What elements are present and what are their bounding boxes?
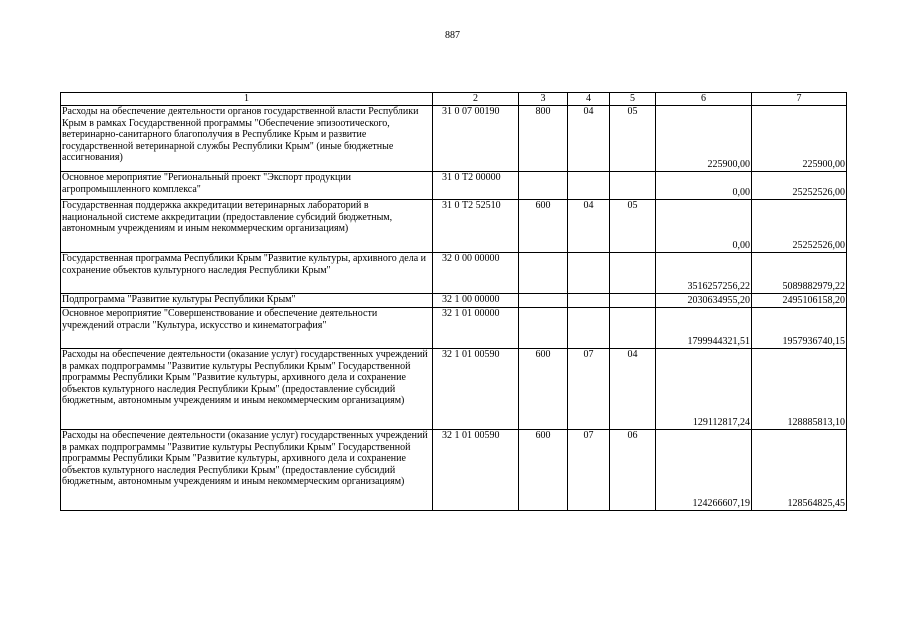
row-description: Расходы на обеспечение деятельности (оказание услуг) государственных учреждений в рамках подпрограммы "Развитие культуры Республики Крым" Государственной программы Республики Крым "Развитие культуры, архивного дела и сохранение объектов культурного наследия Республики Крым" (предоставление субсидий бюджетным, автономным учреждениям и иным некоммерческим организациям) — [61, 349, 433, 430]
row-description: Расходы на обеспечение деятельности (оказание услуг) государственных учреждений в рамках подпрограммы "Развитие культуры Республики Крым" Государственной программы Республики Крым "Развитие культуры, архивного дела и сохранение объектов культурного наследия Республики Крым" (предоставление субсидий бюджетным, автономным учреждениям и иным некоммерческим организациям) — [61, 430, 433, 511]
column-header: 6 — [656, 93, 752, 106]
table-row — [61, 349, 847, 430]
amount-col7: 2495106158,20 — [752, 294, 847, 308]
subsection — [610, 294, 656, 308]
table-row — [61, 308, 847, 349]
expense-type: 600 — [519, 430, 568, 511]
subsection: 06 — [610, 430, 656, 511]
amount-col7: 5089882979,22 — [752, 253, 847, 294]
subsection — [610, 172, 656, 200]
section: 07 — [568, 349, 610, 430]
target-code: 32 0 00 00000 — [433, 253, 519, 294]
target-code: 31 0 Т2 00000 — [433, 172, 519, 200]
column-header: 5 — [610, 93, 656, 106]
page-number: 887 — [445, 30, 460, 41]
amount-col6: 3516257256,22 — [656, 253, 752, 294]
row-description: Основное мероприятие "Региональный проект "Экспорт продукции агропромышленного комплекса" — [61, 172, 433, 200]
column-header: 2 — [433, 93, 519, 106]
amount-col6: 0,00 — [656, 200, 752, 253]
section — [568, 253, 610, 294]
amount-col7: 225900,00 — [752, 106, 847, 172]
amount-col6: 1799944321,51 — [656, 308, 752, 349]
table-row — [61, 430, 847, 511]
subsection — [610, 253, 656, 294]
amount-col6: 124266607,19 — [656, 430, 752, 511]
amount-col6: 129112817,24 — [656, 349, 752, 430]
subsection: 05 — [610, 106, 656, 172]
amount-col7: 25252526,00 — [752, 200, 847, 253]
section: 04 — [568, 106, 610, 172]
section — [568, 172, 610, 200]
amount-col6: 225900,00 — [656, 106, 752, 172]
amount-col7: 1957936740,15 — [752, 308, 847, 349]
column-header: 4 — [568, 93, 610, 106]
target-code: 32 1 01 00590 — [433, 349, 519, 430]
table-row — [61, 106, 847, 172]
budget-table — [60, 92, 847, 511]
amount-col7: 128564825,45 — [752, 430, 847, 511]
section: 07 — [568, 430, 610, 511]
column-header: 7 — [752, 93, 847, 106]
target-code: 31 0 07 00190 — [433, 106, 519, 172]
amount-col6: 0,00 — [656, 172, 752, 200]
section: 04 — [568, 200, 610, 253]
table-row — [61, 294, 847, 308]
expense-type — [519, 308, 568, 349]
table-row — [61, 200, 847, 253]
amount-col7: 128885813,10 — [752, 349, 847, 430]
amount-col6: 2030634955,20 — [656, 294, 752, 308]
expense-type — [519, 253, 568, 294]
expense-type — [519, 172, 568, 200]
column-header: 1 — [61, 93, 433, 106]
subsection — [610, 308, 656, 349]
section — [568, 308, 610, 349]
amount-col7: 25252526,00 — [752, 172, 847, 200]
row-description: Расходы на обеспечение деятельности органов государственной власти Республики Крым в рамках Государственной программы "Обеспечение эпизоотического, ветеринарно-санитарного благополучия в Республике Крым и развитие государственной ветеринарной службы Республики Крым" (иные бюджетные ассигнования) — [61, 106, 433, 172]
row-description: Государственная поддержка аккредитации ветеринарных лабораторий в национальной системе аккредитации (предоставление субсидий бюджетным, автономным учреждениям и иным некоммерческим организациям) — [61, 200, 433, 253]
expense-type: 800 — [519, 106, 568, 172]
subsection: 05 — [610, 200, 656, 253]
header-row — [61, 93, 847, 106]
target-code: 32 1 00 00000 — [433, 294, 519, 308]
subsection: 04 — [610, 349, 656, 430]
expense-type — [519, 294, 568, 308]
table-row — [61, 253, 847, 294]
target-code: 32 1 01 00000 — [433, 308, 519, 349]
target-code: 32 1 01 00590 — [433, 430, 519, 511]
section — [568, 294, 610, 308]
target-code: 31 0 Т2 52510 — [433, 200, 519, 253]
row-description: Основное мероприятие "Совершенствование и обеспечение деятельности учреждений отрасли "Культура, искусство и кинематография" — [61, 308, 433, 349]
column-header: 3 — [519, 93, 568, 106]
table-row — [61, 172, 847, 200]
expense-type: 600 — [519, 200, 568, 253]
expense-type: 600 — [519, 349, 568, 430]
row-description: Государственная программа Республики Крым "Развитие культуры, архивного дела и сохранение объектов культурного наследия Республики Крым" — [61, 253, 433, 294]
row-description: Подпрограмма "Развитие культуры Республики Крым" — [61, 294, 433, 308]
